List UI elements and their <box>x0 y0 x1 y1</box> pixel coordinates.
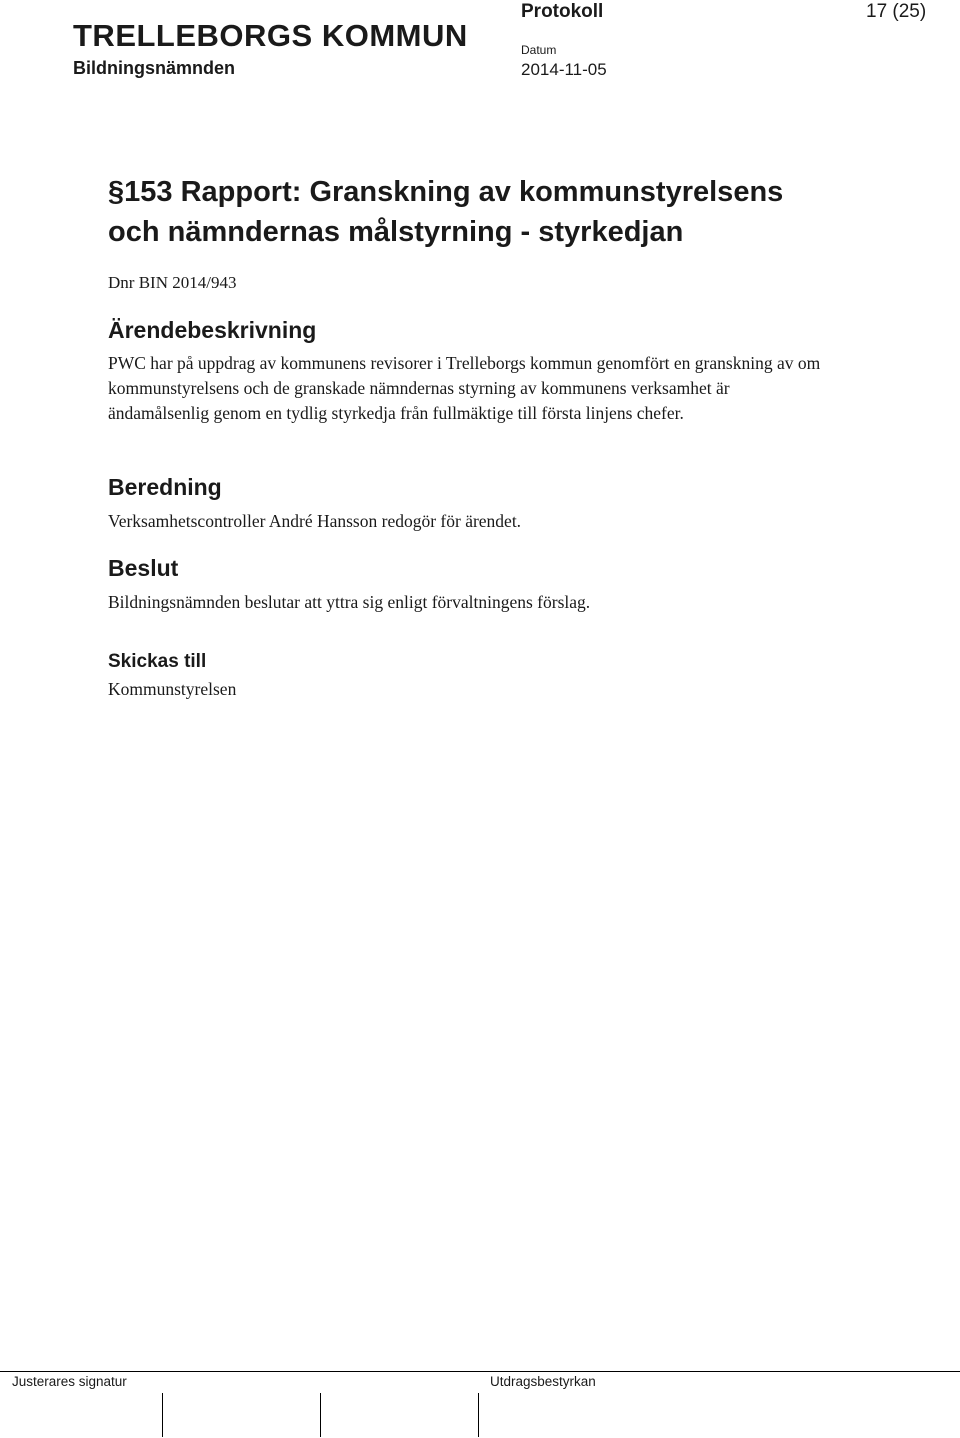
heading-skickas-till: Skickas till <box>108 651 207 672</box>
extract-certification-label: Utdragsbestyrkan <box>490 1374 596 1389</box>
paragraph-arendebeskrivning: PWC har på uppdrag av kommunens revisorer i Trelleborgs kommun genomfört en granskning av om kommunstyrelsens och de granskade nämndernas styrning av kommunens verksamhet är ändamålsenlig genom en tydlig styrkedja från fullmäktige till första linjens chefer. <box>108 353 821 423</box>
signature-box-divider <box>162 1393 163 1437</box>
recipient: Kommunstyrelsen <box>108 679 237 699</box>
document-type: Protokoll <box>521 1 604 22</box>
heading-arendebeskrivning: Ärendebeskrivning <box>108 317 317 343</box>
section-title-line-2: och nämndernas målstyrning - styrkedjan <box>108 216 684 248</box>
section-title <box>108 172 783 252</box>
signature-box-divider <box>478 1393 479 1437</box>
signature-box-divider <box>320 1393 321 1437</box>
section-title-line-1: §153 Rapport: Granskning av kommunstyrelsens <box>108 176 784 208</box>
date-label: Datum <box>521 43 557 57</box>
paragraph-beredning: Verksamhetscontroller André Hansson redogör för ärendet. <box>108 511 522 531</box>
committee-name: Bildningsnämnden <box>73 58 235 78</box>
diary-number: Dnr BIN 2014/943 <box>108 273 237 292</box>
heading-beredning: Beredning <box>108 474 222 500</box>
organization-name: TRELLEBORGS KOMMUN <box>73 18 468 53</box>
heading-beslut: Beslut <box>108 555 179 581</box>
date-value: 2014-11-05 <box>521 60 607 79</box>
signature-label: Justerares signatur <box>12 1374 127 1389</box>
footer-divider <box>0 1371 960 1372</box>
paragraph-beslut: Bildningsnämnden beslutar att yttra sig enligt förvaltningens förslag. <box>108 592 591 612</box>
page-number: 17 (25) <box>866 1 927 22</box>
